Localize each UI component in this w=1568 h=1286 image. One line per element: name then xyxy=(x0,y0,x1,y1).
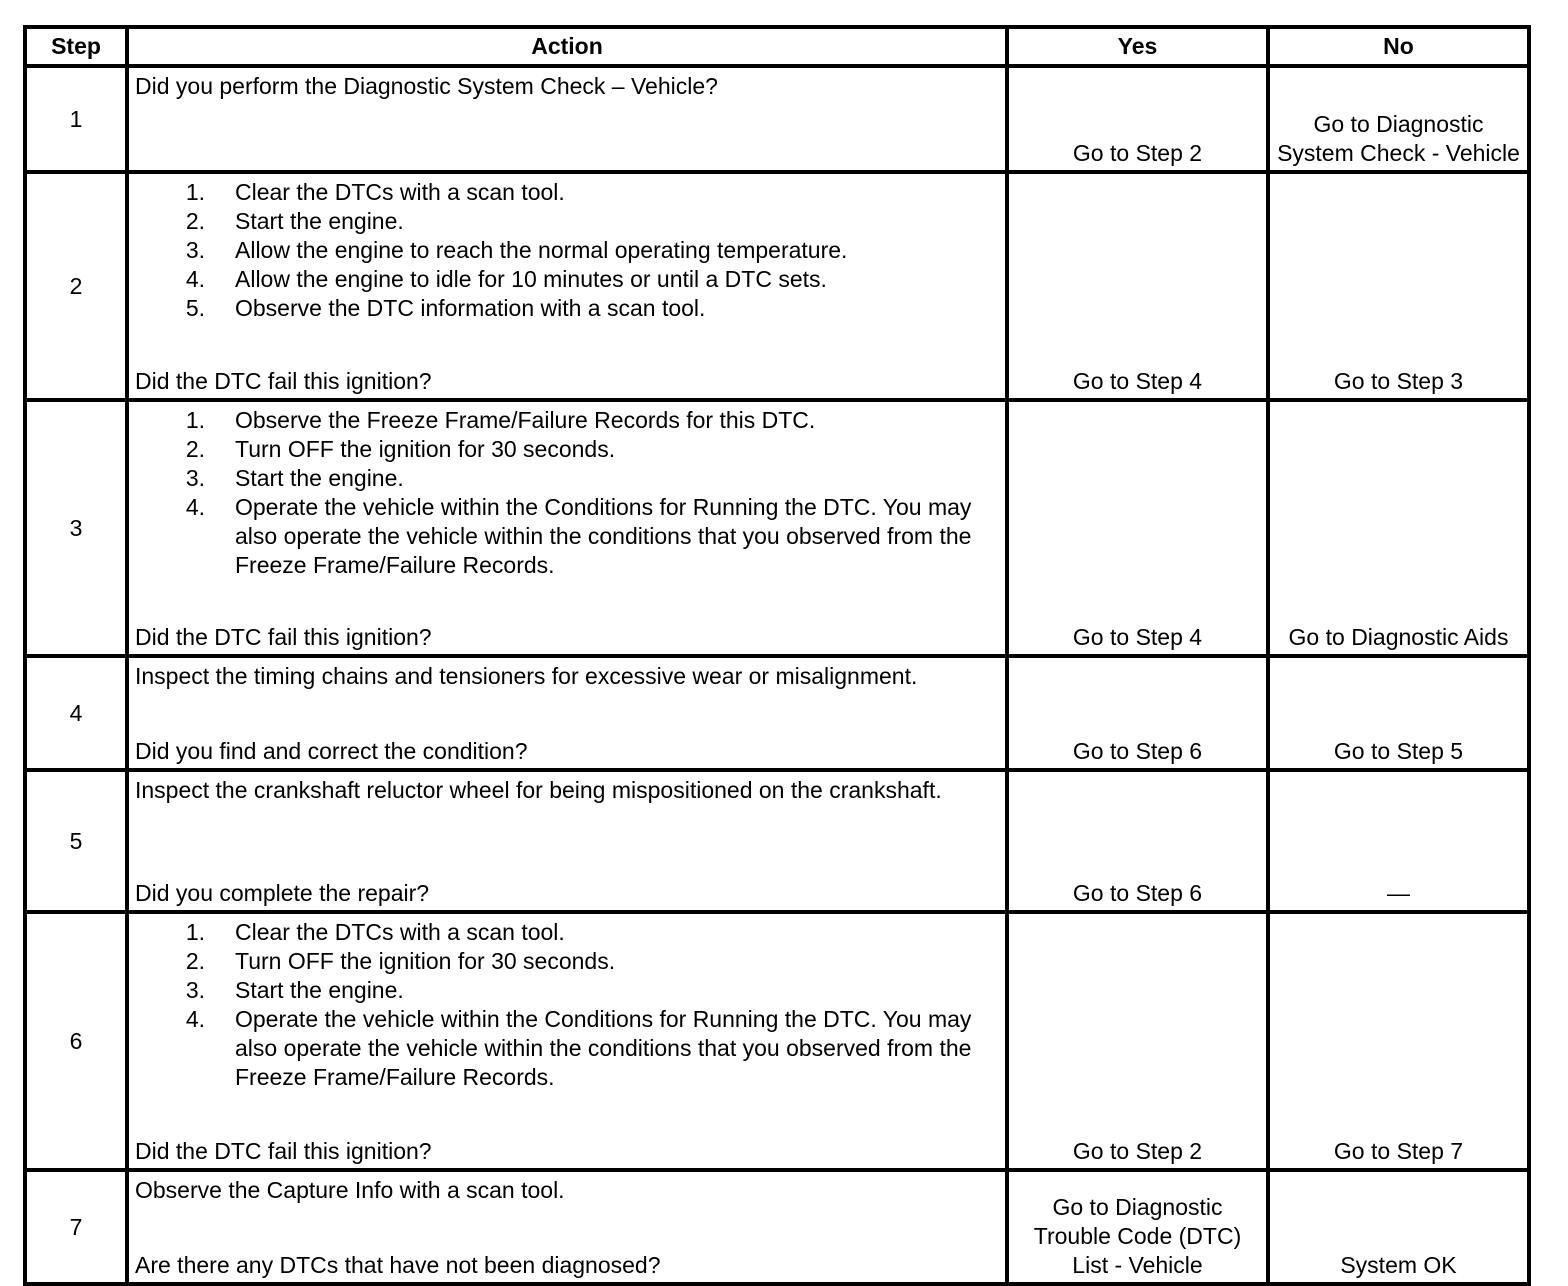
action-content xyxy=(135,1176,999,1280)
action-intro: Inspect the crankshaft reluctor wheel for being mispositioned on the crankshaft. xyxy=(135,777,942,803)
yes-cell: Go to Diagnostic Trouble Code (DTC) List - Vehicle xyxy=(1007,1170,1268,1284)
no-cell: Go to Diagnostic Aids xyxy=(1268,400,1529,656)
list-item-number: 4. xyxy=(185,1006,205,1032)
yes-cell: Go to Step 4 xyxy=(1007,400,1268,656)
list-item-text: Turn OFF the ignition for 30 seconds. xyxy=(235,948,616,974)
list-item-number: 3. xyxy=(185,977,205,1003)
table-row xyxy=(25,912,1529,1170)
header-action: Action xyxy=(127,27,1007,66)
action-cell xyxy=(127,1170,1007,1284)
list-item-text: Allow the engine to reach the normal operating temperature. xyxy=(235,237,848,263)
list-item-number: 2. xyxy=(185,436,205,462)
list-item-number: 2. xyxy=(185,948,205,974)
action-content xyxy=(135,406,999,652)
list-item xyxy=(135,294,999,323)
step-number: 6 xyxy=(25,912,127,1170)
no-cell: Go to Step 3 xyxy=(1268,172,1529,400)
header-yes: Yes xyxy=(1007,27,1268,66)
list-item xyxy=(135,1005,999,1092)
action-steps-list xyxy=(135,178,999,323)
list-item xyxy=(135,406,999,435)
no-cell: — xyxy=(1268,770,1529,912)
list-item-number: 1. xyxy=(185,919,205,945)
header-no: No xyxy=(1268,27,1529,66)
list-item xyxy=(135,178,999,207)
list-item xyxy=(135,947,999,976)
yes-cell: Go to Step 2 xyxy=(1007,912,1268,1170)
no-cell: Go to Diagnostic System Check - Vehicle xyxy=(1268,66,1529,172)
diagnostic-table xyxy=(23,25,1531,1286)
step-number: 5 xyxy=(25,770,127,912)
list-item-text: Start the engine. xyxy=(235,977,404,1003)
action-cell xyxy=(127,656,1007,770)
action-content xyxy=(135,72,999,168)
no-cell: System OK xyxy=(1268,1170,1529,1284)
list-item-text: Observe the Freeze Frame/Failure Records for this DTC. xyxy=(235,407,816,433)
yes-cell: Go to Step 6 xyxy=(1007,770,1268,912)
step-number: 3 xyxy=(25,400,127,656)
step-number: 7 xyxy=(25,1170,127,1284)
list-item-text: Start the engine. xyxy=(235,465,404,491)
action-intro: Did you perform the Diagnostic System Check – Vehicle? xyxy=(135,73,718,99)
list-item-number: 1. xyxy=(185,407,205,433)
list-item-number: 4. xyxy=(185,266,205,292)
action-cell xyxy=(127,770,1007,912)
step-number: 4 xyxy=(25,656,127,770)
no-cell: Go to Step 7 xyxy=(1268,912,1529,1170)
action-content xyxy=(135,776,999,908)
table-row xyxy=(25,400,1529,656)
list-item xyxy=(135,435,999,464)
action-intro: Observe the Capture Info with a scan tool. xyxy=(135,1177,565,1203)
list-item-text: Operate the vehicle within the Conditions for Running the DTC. You may also operate the vehicle within the conditions that you observed from the Freeze Frame/Failure Records. xyxy=(235,1006,972,1090)
step-number: 1 xyxy=(25,66,127,172)
action-cell xyxy=(127,172,1007,400)
table-row xyxy=(25,656,1529,770)
list-item-number: 1. xyxy=(185,179,205,205)
action-question: Did the DTC fail this ignition? xyxy=(135,624,432,650)
list-item-number: 3. xyxy=(185,465,205,491)
list-item-text: Start the engine. xyxy=(235,208,404,234)
yes-cell: Go to Step 6 xyxy=(1007,656,1268,770)
action-question: Are there any DTCs that have not been diagnosed? xyxy=(135,1252,661,1278)
action-question: Did the DTC fail this ignition? xyxy=(135,368,432,394)
list-item-text: Clear the DTCs with a scan tool. xyxy=(235,179,565,205)
list-item-number: 3. xyxy=(185,237,205,263)
action-question: Did you complete the repair? xyxy=(135,880,430,906)
list-item-text: Observe the DTC information with a scan tool. xyxy=(235,295,706,321)
action-content xyxy=(135,918,999,1166)
action-cell xyxy=(127,66,1007,172)
action-cell xyxy=(127,400,1007,656)
list-item-number: 5. xyxy=(185,295,205,321)
step-number: 2 xyxy=(25,172,127,400)
list-item-text: Operate the vehicle within the Conditions for Running the DTC. You may also operate the vehicle within the conditions that you observed from the Freeze Frame/Failure Records. xyxy=(235,494,972,578)
action-cell xyxy=(127,912,1007,1170)
list-item xyxy=(135,918,999,947)
action-content xyxy=(135,178,999,396)
list-item-number: 2. xyxy=(185,208,205,234)
table-row xyxy=(25,172,1529,400)
table-row xyxy=(25,770,1529,912)
list-item-number: 4. xyxy=(185,494,205,520)
action-steps-list xyxy=(135,918,999,1092)
table-row xyxy=(25,1170,1529,1284)
no-cell: Go to Step 5 xyxy=(1268,656,1529,770)
list-item xyxy=(135,464,999,493)
list-item xyxy=(135,236,999,265)
action-question: Did you find and correct the condition? xyxy=(135,738,528,764)
action-intro: Inspect the timing chains and tensioners for excessive wear or misalignment. xyxy=(135,663,918,689)
list-item xyxy=(135,493,999,580)
list-item-text: Clear the DTCs with a scan tool. xyxy=(235,919,565,945)
yes-cell: Go to Step 2 xyxy=(1007,66,1268,172)
list-item-text: Turn OFF the ignition for 30 seconds. xyxy=(235,436,616,462)
action-content xyxy=(135,662,999,766)
yes-cell: Go to Step 4 xyxy=(1007,172,1268,400)
header-row xyxy=(25,27,1529,66)
list-item xyxy=(135,976,999,1005)
action-steps-list xyxy=(135,406,999,580)
action-question: Did the DTC fail this ignition? xyxy=(135,1138,432,1164)
list-item xyxy=(135,207,999,236)
list-item xyxy=(135,265,999,294)
list-item-text: Allow the engine to idle for 10 minutes or until a DTC sets. xyxy=(235,266,827,292)
header-step: Step xyxy=(25,27,127,66)
table-row xyxy=(25,66,1529,172)
